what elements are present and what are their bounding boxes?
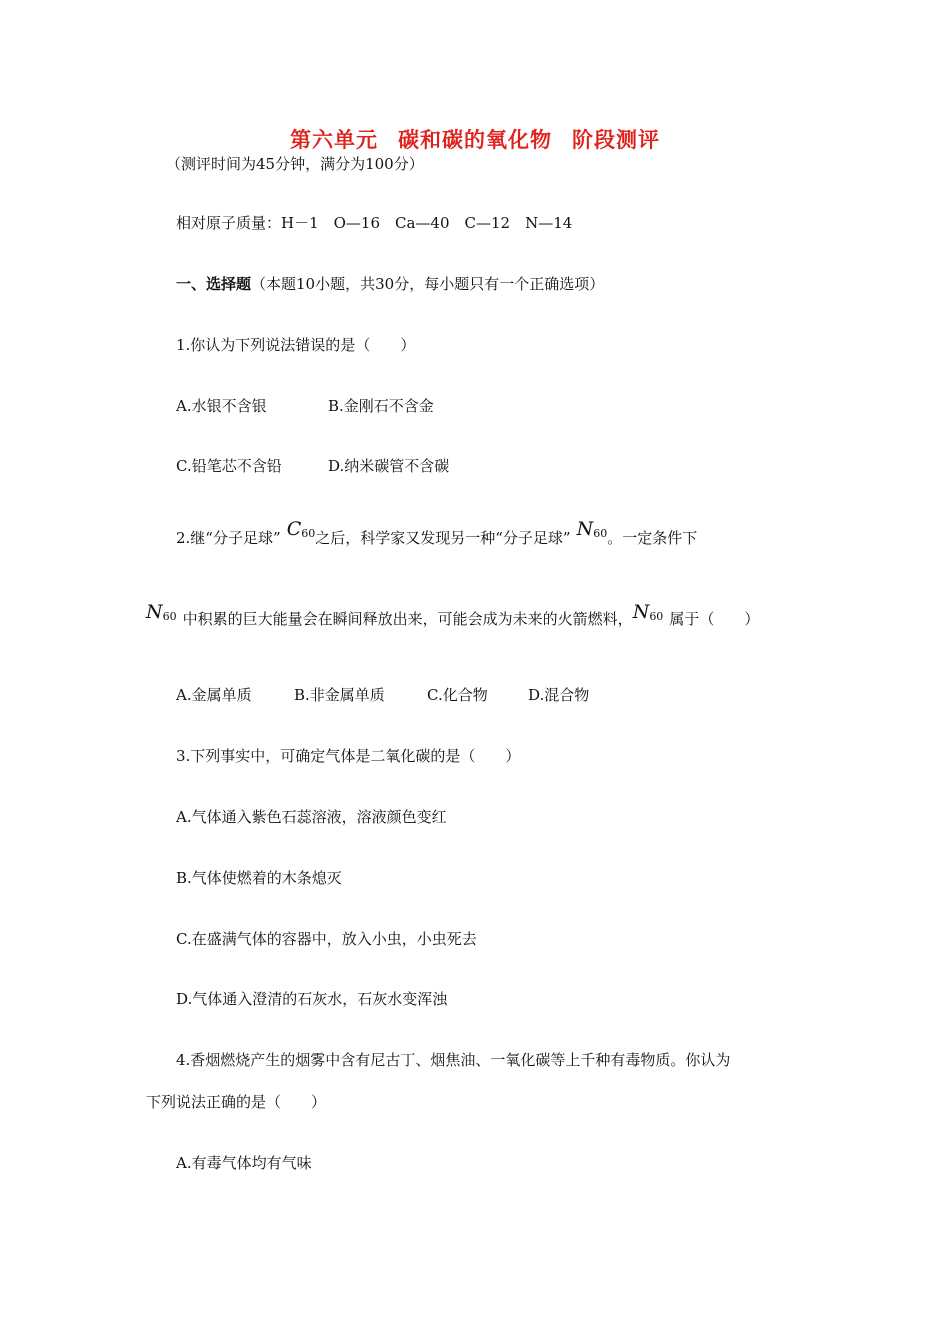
question-2-stem-line1 <box>176 518 698 550</box>
formula-n-subscript: 60 <box>649 610 664 623</box>
q3-option-d: D.气体通入澄清的石灰水，石灰水变浑浊 <box>176 990 448 1008</box>
q3-option-b: B.气体使燃着的木条熄灭 <box>176 869 342 887</box>
q4-option-a: A.有毒气体均有气味 <box>176 1154 312 1172</box>
atomic-mass-line: 相对原子质量：H－1 O—16 Ca—40 C—12 N—14 <box>176 214 573 232</box>
q2-text-2: 之后，科学家又发现另一种“分子足球” <box>315 529 571 547</box>
question-1-stem: 1.你认为下列说法错误的是（ ） <box>176 336 416 354</box>
formula-n-symbol: N <box>146 601 163 623</box>
q3-option-a: A.气体通入紫色石蕊溶液，溶液颜色变红 <box>176 808 447 826</box>
formula-n-symbol: N <box>632 601 650 623</box>
title-unit: 第六单元 <box>290 127 378 152</box>
formula-c-subscript: 60 <box>301 527 316 540</box>
test-info: （测评时间为45分钟，满分为100分） <box>166 155 424 173</box>
section-note: （本题10小题，共30分，每小题只有一个正确选项） <box>251 275 605 293</box>
q2-text-4: 中积累的巨大能量会在瞬间释放出来，可能会成为未来的火箭燃料， <box>182 610 633 628</box>
formula-c60 <box>281 518 316 540</box>
q1-option-d: D.纳米碳管不含碳 <box>328 457 450 475</box>
question-3-stem: 3.下列事实中，可确定气体是二氧化碳的是（ ） <box>176 747 521 765</box>
formula-c-symbol: C <box>286 518 302 540</box>
question-4-stem-line2: 下列说法正确的是（ ） <box>146 1093 327 1111</box>
formula-n-symbol: N <box>576 518 594 540</box>
q2-text-1: 2.继“分子足球” <box>176 529 281 547</box>
formula-n60-2 <box>146 601 183 623</box>
q2-option-d: D.混合物 <box>528 686 590 704</box>
page-title <box>0 124 950 154</box>
q1-option-c: C.铅笔芯不含铅 <box>176 457 282 475</box>
q1-option-b: B.金刚石不含金 <box>328 397 434 415</box>
q2-option-b: B.非金属单质 <box>294 686 385 704</box>
section-title: 一、选择题 <box>176 275 252 293</box>
q2-text-3: 。一定条件下 <box>607 529 698 547</box>
q3-option-c: C.在盛满气体的容器中，放入小虫，小虫死去 <box>176 930 477 948</box>
title-test: 阶段测评 <box>572 127 660 152</box>
q2-option-c: C.化合物 <box>427 686 488 704</box>
formula-n60 <box>571 518 608 540</box>
formula-n-subscript: 60 <box>162 610 177 623</box>
question-4-stem-line1: 4.香烟燃烧产生的烟雾中含有尼古丁、烟焦油、一氧化碳等上千种有毒物质。你认为 <box>176 1051 731 1069</box>
title-topic: 碳和碳的氧化物 <box>398 127 552 152</box>
section-heading <box>176 274 604 294</box>
q2-option-a: A.金属单质 <box>176 686 252 704</box>
q1-option-a: A.水银不含银 <box>176 397 267 415</box>
question-2-stem-line2 <box>146 601 760 631</box>
formula-n60-3 <box>633 601 670 623</box>
q2-text-5: 属于（ ） <box>669 610 760 628</box>
formula-n-subscript: 60 <box>593 527 608 540</box>
